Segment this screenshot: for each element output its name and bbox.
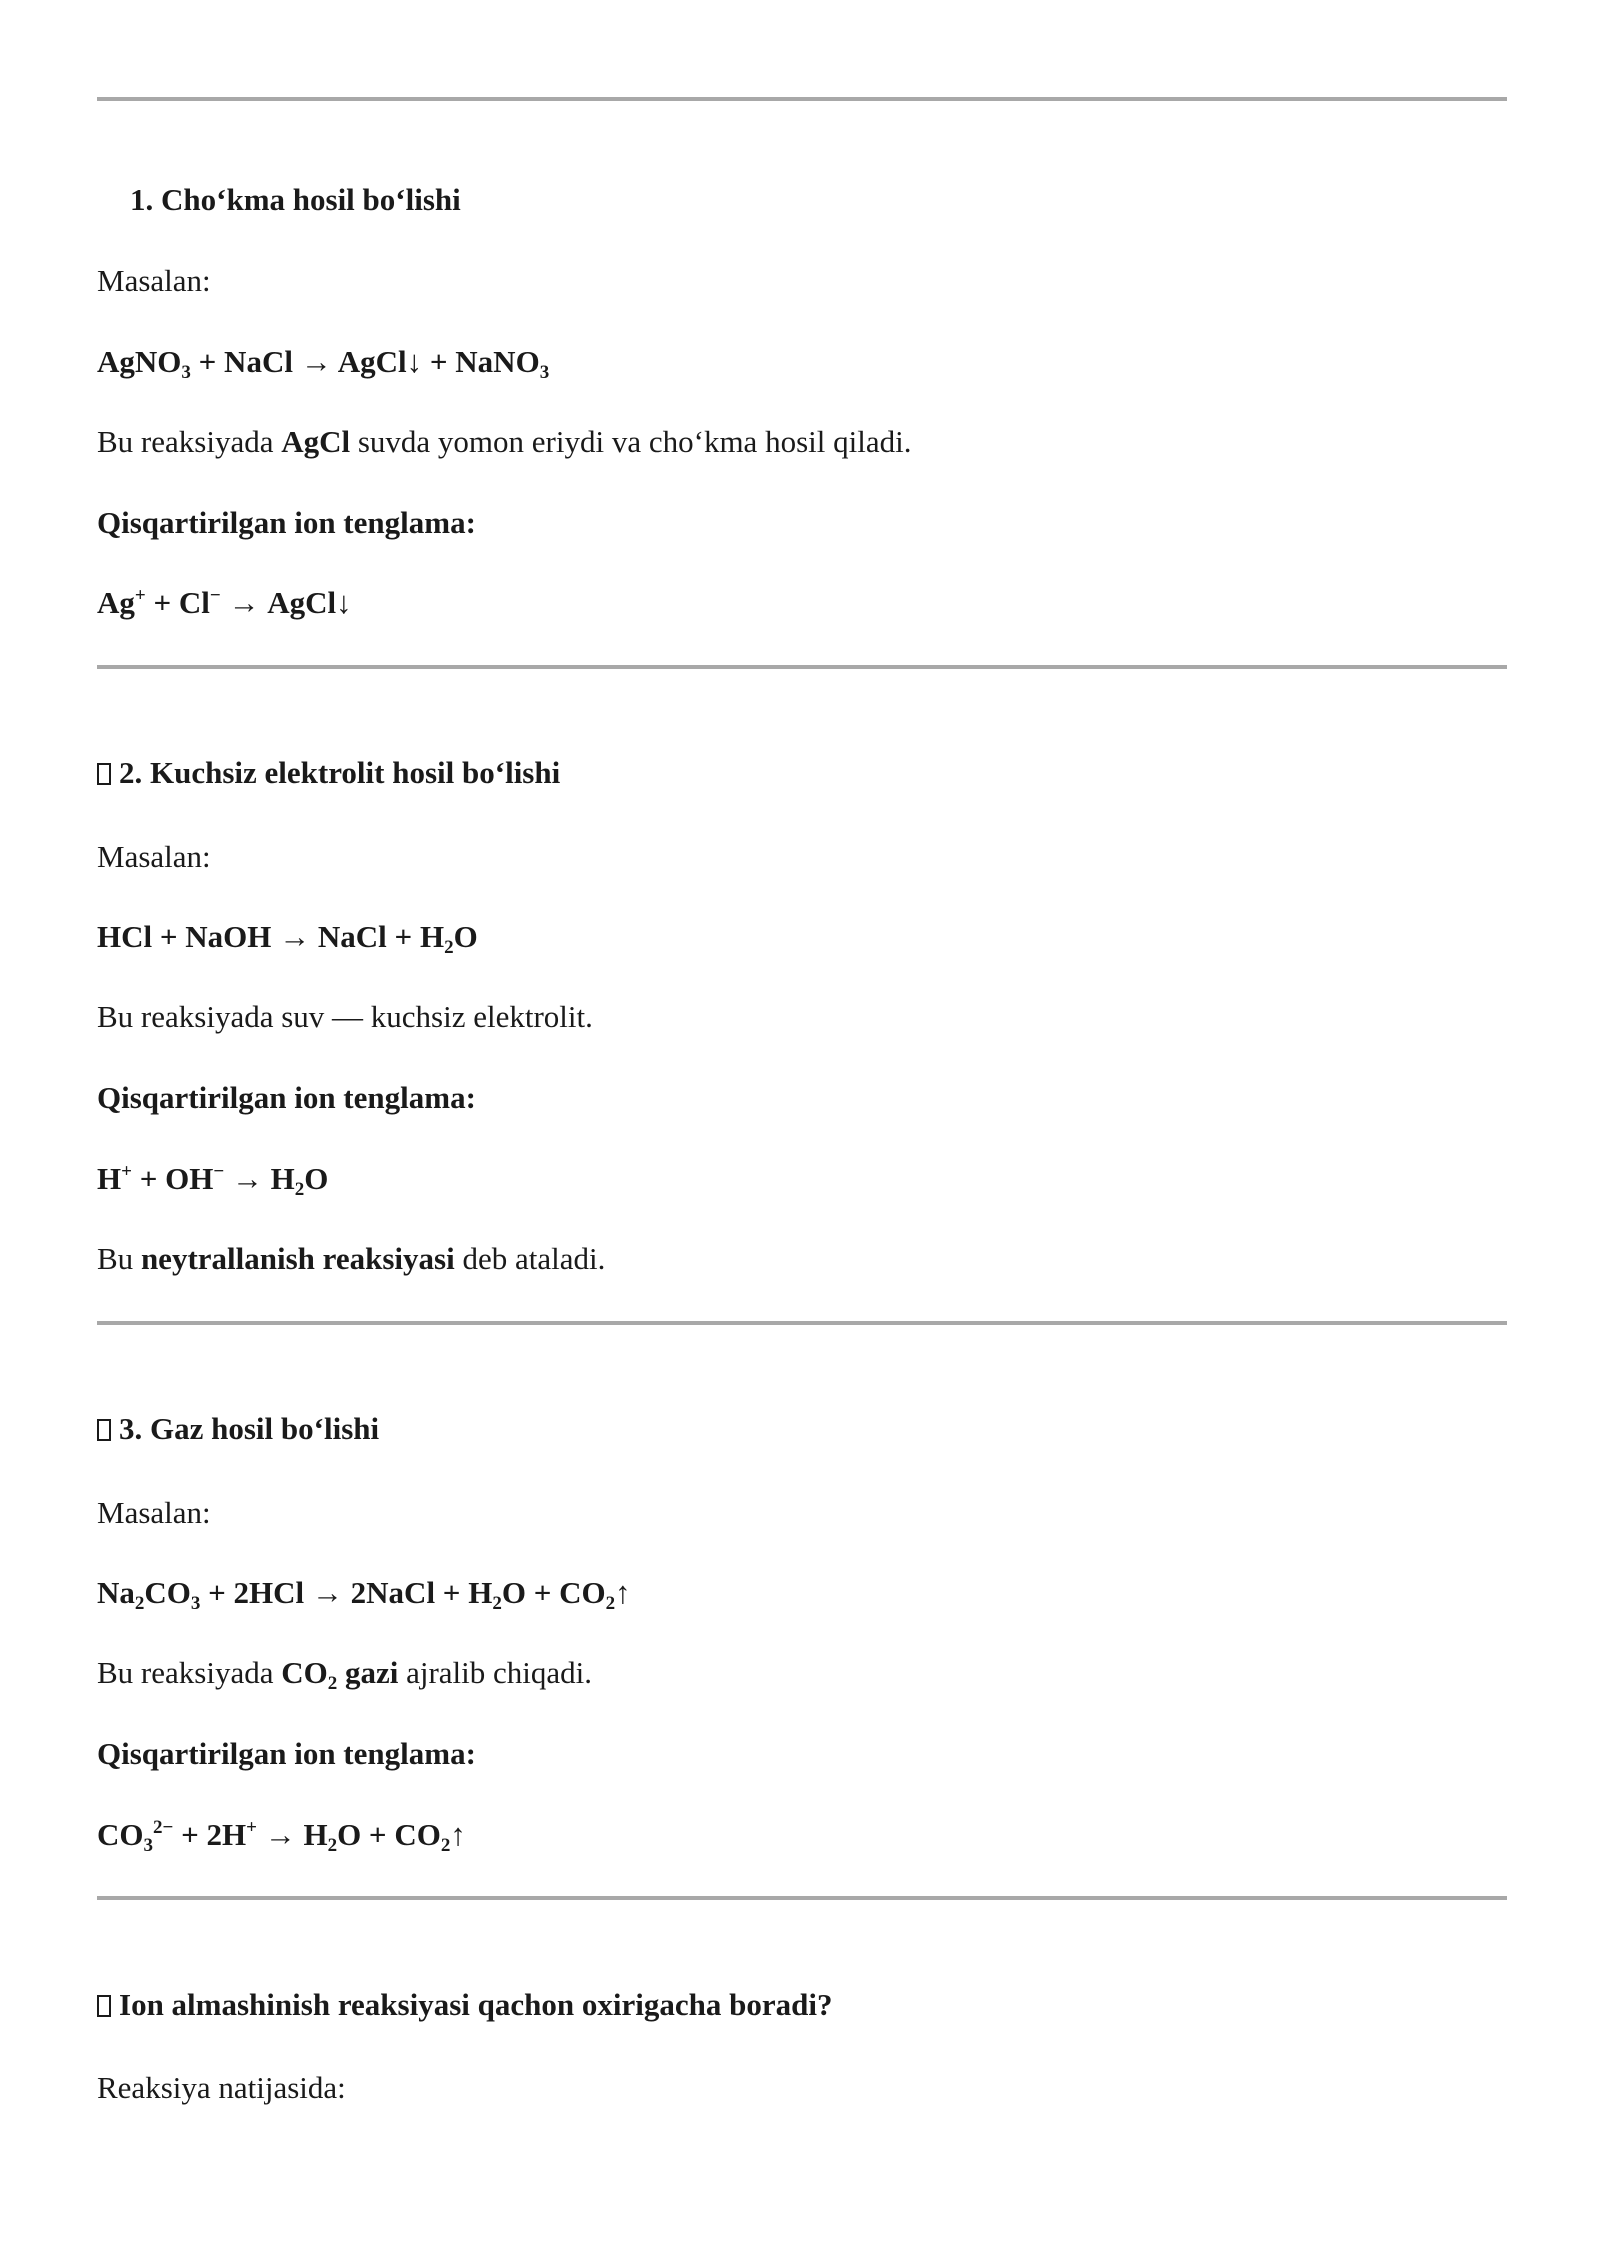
reaction-note: Bu neytrallanish reaksiyasi deb ataladi. (97, 1241, 606, 1276)
example-label: Masalan: (97, 1495, 211, 1530)
horizontal-rule (97, 665, 1507, 669)
ion-equation: Ag+ + Cl− → AgCl↓ (97, 585, 352, 620)
section-heading-gas: 3. Gaz hosil bo‘lishi (97, 1409, 379, 1449)
horizontal-rule (97, 1896, 1507, 1900)
missing-glyph-icon (97, 1419, 111, 1441)
ion-equation-label: Qisqartirilgan ion tenglama: (97, 1080, 476, 1115)
reaction-equation: HCl + NaOH → NaCl + $H_2O$ (97, 919, 478, 958)
example-label: Masalan: (97, 839, 211, 874)
section-heading-completion: Ion almashinish reaksiyasi qachon oxirigacha boradi? (97, 1985, 832, 2025)
missing-glyph-icon (97, 763, 111, 785)
section-heading-precipitate: 1. Cho‘kma hosil bo‘lishi (130, 182, 461, 217)
reaction-description: Bu reaksiyada AgCl suvda yomon eriydi va cho‘kma hosil qiladi. (97, 424, 912, 459)
reaction-equation: AgNO$_3$ + NaCl → AgCl↓ + NaNO$_3$ (97, 344, 550, 383)
missing-glyph-icon (97, 1995, 111, 2017)
horizontal-rule (97, 1321, 1507, 1325)
section-heading-weak-electrolyte: 2. Kuchsiz elektrolit hosil bo‘lishi (97, 753, 560, 793)
reaction-equation: $Na_2CO_3 + 2HCl$ → 2NaCl + $H_2O$ + $CO_2↑$ (97, 1575, 631, 1614)
paragraph-text: Reaksiya natijasida: (97, 2070, 346, 2105)
ion-equation-label: Qisqartirilgan ion tenglama: (97, 505, 476, 540)
ion-equation: $H^+ + OH^- \to H_2O$ (97, 1161, 329, 1200)
reaction-description: Bu reaksiyada suv — kuchsiz elektrolit. (97, 999, 593, 1034)
reaction-description: Bu reaksiyada $CO_2$ gazi ajralib chiqadi. (97, 1655, 593, 1694)
ion-equation-label: Qisqartirilgan ion tenglama: (97, 1736, 476, 1771)
ion-equation: $CO_3^{2-} + 2H^+ \to H_2O$ + $CO_2↑$ (97, 1817, 466, 1856)
horizontal-rule (97, 97, 1507, 101)
example-label: Masalan: (97, 263, 211, 298)
